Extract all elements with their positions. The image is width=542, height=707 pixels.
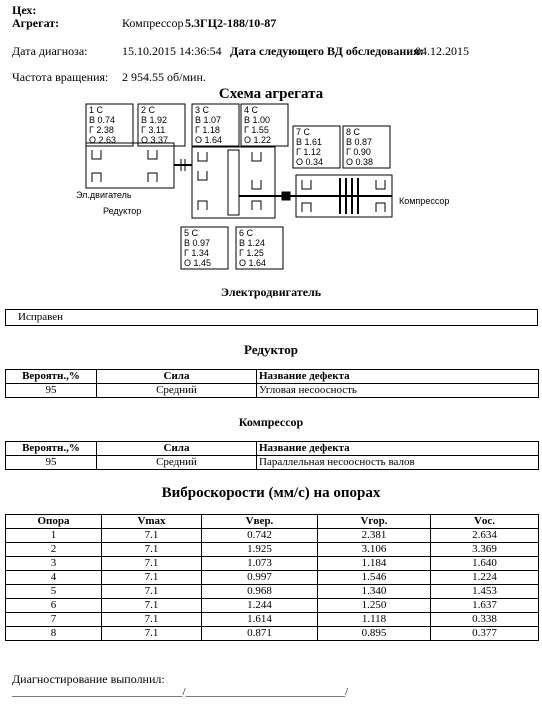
table-header-row	[6, 515, 539, 529]
motor-status: Исправен	[18, 311, 63, 323]
unit-label: Агрегат:	[12, 16, 60, 30]
performed-by-label: Диагностирование выполнил:	[12, 672, 165, 686]
diag-date: 15.10.2015 14:36:54	[122, 44, 222, 58]
table-header-row	[6, 370, 539, 384]
compressor-section-title: Компрессор	[238, 415, 304, 429]
signature-line: _______________________________/_____________________________/	[12, 686, 349, 698]
motor-section-title: Электродвигатель	[220, 285, 322, 299]
motor-diagram	[86, 143, 192, 188]
col-support: Опора	[6, 515, 102, 529]
support-3: 3 С В 1.07 Г 1.18 О 1.64	[195, 105, 223, 145]
diag-date-label: Дата диагноза:	[12, 44, 88, 58]
table-row: 1 7.1 0.742 2.381 2.634	[6, 529, 539, 543]
motor-status-box	[5, 309, 538, 326]
col-defect-name: Название дефекта	[257, 370, 539, 384]
support-7: 7 С В 1.61 Г 1.12 О 0.34	[296, 127, 324, 167]
vibration-section-title: Виброскорости (мм/с) на опорах	[161, 485, 381, 501]
scheme-title: Схема агрегата	[218, 86, 324, 102]
table-row: 95 Средний Параллельная несоосность валов	[6, 456, 539, 470]
col-severity: Сила	[97, 442, 257, 456]
support-5: 5 С В 0.97 Г 1.34 О 1.45	[184, 228, 212, 268]
compressor-label: Компрессор	[399, 196, 450, 206]
table-row: 7 7.1 1.614 1.118 0.338	[6, 613, 539, 627]
table-row: 8 7.1 0.871 0.895 0.377	[6, 627, 539, 641]
next-date: 04.12.2015	[415, 44, 469, 58]
next-date-label: Дата следующего ВД обследования:	[230, 44, 424, 58]
support-4: 4 С В 1.00 Г 1.55 О 1.22	[244, 105, 272, 145]
support-2: 2 С В 1.92 Г 3.11 О 3.37	[141, 105, 169, 145]
col-vvert: Vвер.	[202, 515, 318, 529]
col-vax: Vос.	[431, 515, 539, 529]
support-6: 6 С В 1.24 Г 1.25 О 1.64	[239, 228, 267, 268]
col-probability: Вероятн.,%	[6, 442, 97, 456]
table-row: 3 7.1 1.073 1.184 1.640	[6, 557, 539, 571]
gearbox-section-title: Редуктор	[244, 342, 298, 357]
gearbox-diagram	[192, 147, 292, 218]
vibration-table	[5, 514, 539, 641]
speed-value: 2 954.55 об/мин.	[122, 70, 206, 84]
col-defect-name: Название дефекта	[257, 442, 539, 456]
col-vmax: Vmax	[102, 515, 202, 529]
col-probability: Вероятн.,%	[6, 370, 97, 384]
unit-model: 5.3ГЦ2-188/10-87	[185, 16, 277, 30]
motor-label: Эл.двигатель	[76, 190, 132, 200]
table-row: 5 7.1 0.968 1.340 1.453	[6, 585, 539, 599]
col-severity: Сила	[97, 370, 257, 384]
table-row: 6 7.1 1.244 1.250 1.637	[6, 599, 539, 613]
table-row: 2 7.1 1.925 3.106 3.369	[6, 543, 539, 557]
gearbox-label: Редуктор	[103, 206, 142, 216]
support-8: 8 С В 0.87 Г 0.90 О 0.38	[346, 127, 374, 167]
table-row: 4 7.1 0.997 1.546 1.224	[6, 571, 539, 585]
gearbox-defects-table	[5, 369, 539, 398]
compressor-defects-table	[5, 441, 539, 470]
col-vhor: Vгор.	[318, 515, 431, 529]
table-header-row	[6, 442, 539, 456]
shop-label: Цех:	[12, 3, 37, 17]
compressor-diagram	[290, 175, 392, 217]
table-row: 95 Средний Угловая несоосность	[6, 384, 539, 398]
support-1: 1 С В 0.74 Г 2.38 О 2.63	[89, 105, 117, 145]
unit-type: Компрессор	[122, 16, 184, 30]
speed-label: Частота вращения:	[12, 70, 109, 84]
